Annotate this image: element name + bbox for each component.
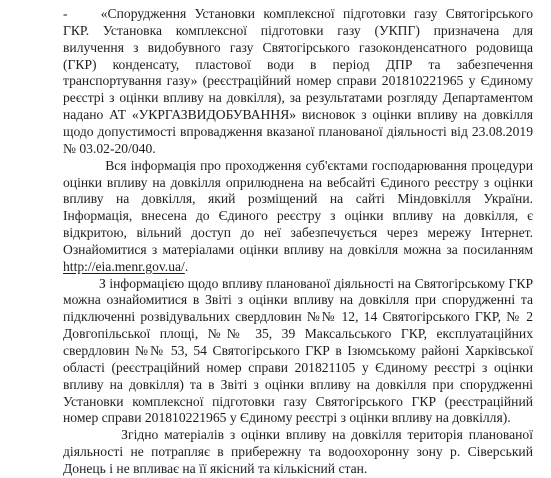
- line-text: Згідно матеріалів з оцінки впливу на довкілля територія планованої: [63, 427, 533, 443]
- line-text: надано АТ «УКРГАЗВИДОБУВАННЯ» висновок з оцінки впливу на довкілля: [63, 107, 533, 123]
- document-line: [63, 377, 533, 394]
- line-text: впливу на довкілля) та в Звіті з оцінки впливу на довкілля при спорудженні: [63, 376, 533, 392]
- line-text: області (реєстраційний номер справи 201821105 у Єдиному реєстрі з оцінки: [63, 359, 533, 375]
- line-text: Вся інформація про проходження суб'єктами господарювання процедури: [63, 157, 533, 173]
- document-line: [63, 394, 533, 411]
- document-line: [63, 158, 533, 175]
- line-text: (ГКР) конденсату, пластової води в період ДПР та забезпечення: [63, 56, 533, 72]
- document-line: [63, 276, 533, 293]
- line-text: Донець і не впливає на її якісний та кількісний стан.: [63, 460, 368, 476]
- line-text: Інформація, внесена до Єдиного реєстру з оцінки впливу на довкілля, є: [63, 208, 533, 224]
- document-line: [63, 259, 533, 276]
- line-text: Довгопільської площі, №№ 35, 39 Максальського ГКР, експлуатаційних: [63, 326, 533, 342]
- line-text: свердловин №№ 53, 54 Святогірського ГКР в Ізюмському районі Харківської: [63, 343, 533, 358]
- line-text: реєстрі з оцінки впливу на довкілля), за результатами розгляду Департаментом: [63, 90, 533, 106]
- line-text: .: [184, 258, 189, 274]
- line-text: № 03.02-20/040.: [63, 140, 156, 156]
- line-text: можна ознайомитися в Звіті з оцінки впливу на довкілля при спорудженні та: [63, 292, 533, 308]
- document-line: [63, 6, 533, 23]
- line-text: - «Спорудження Установки комплексної підготовки газу Святогірського: [63, 6, 533, 21]
- document-line: [63, 23, 533, 40]
- document-line: [63, 124, 533, 141]
- line-text: впливу на довкілля, який розміщений на сайті Міндовкілля України.: [63, 191, 533, 207]
- document-line: [63, 427, 533, 444]
- line-text: підключенні розвідувальних свердловин №№ 12, 14 Святогірського ГКР, № 2: [63, 309, 533, 325]
- document-line: [63, 90, 533, 107]
- document-line: [63, 175, 533, 192]
- line-text: Ознайомитися з матеріалами оцінки впливу на довкілля можна за посиланням: [63, 241, 533, 257]
- document-line: [63, 40, 533, 57]
- document-line: [63, 410, 533, 427]
- line-text: щодо допустимості впровадження вказаної планованої діяльності від 23.08.2019: [63, 123, 533, 139]
- document-line: [63, 208, 533, 225]
- eia-registry-link[interactable]: http://eia.menr.gov.ua/: [63, 258, 185, 274]
- line-text: відкритою, вільний доступ до неї забезпечується через мережу Інтернет.: [63, 225, 533, 241]
- document-line: [63, 242, 533, 259]
- document-line: [63, 225, 533, 242]
- line-text: вилучення з видобувного газу Святогірського газоконденсатного родовища: [63, 39, 533, 55]
- line-text: номер справи 201810221965 у Єдиному реєстрі з оцінки впливу на довкілля).: [63, 410, 511, 426]
- line-text: діяльності не потрапляє в прибережну та водоохоронну зону р. Сіверський: [63, 444, 533, 460]
- document-line: [63, 461, 533, 478]
- document-line: [63, 57, 533, 74]
- document-line: [63, 191, 533, 208]
- document-line: [63, 309, 533, 326]
- document-line: [63, 360, 533, 377]
- line-text: оцінки впливу на довкілля оприлюднена на вебсайті Єдиного реєстру з оцінки: [63, 174, 533, 190]
- document-line: [63, 326, 533, 343]
- document-line: [63, 444, 533, 461]
- document-line: [63, 73, 533, 90]
- line-text: Установки комплексної підготовки газу Святогірського ГКР (реєстраційний: [63, 393, 533, 409]
- line-text: ГКР. Установка комплексної підготовки газу (УКПГ) призначена для: [63, 22, 533, 38]
- document-line: [63, 107, 533, 124]
- document-line: [63, 292, 533, 309]
- line-text: транспортування газу» (реєстраційний номер справи 201810221965 у Єдиному: [63, 73, 533, 89]
- document-line: [63, 343, 533, 360]
- document-line: [63, 141, 533, 158]
- line-text: З інформацією щодо впливу планованої діяльності на Святогірському ГКР: [63, 275, 533, 291]
